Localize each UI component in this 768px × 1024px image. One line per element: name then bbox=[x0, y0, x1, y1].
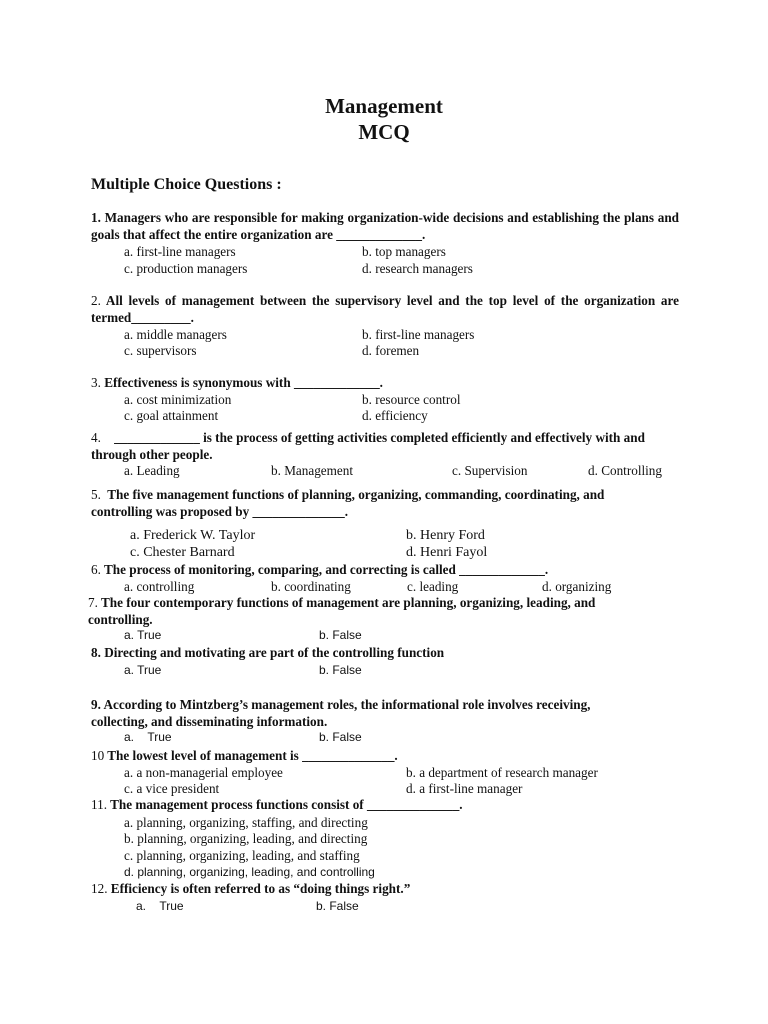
question-11-option-b: b. planning, organizing, leading, and directing bbox=[124, 831, 368, 846]
question-4-option-a: a. Leading bbox=[124, 463, 180, 478]
question-1-option-c: c. production managers bbox=[124, 261, 248, 276]
question-4-number: 4. bbox=[91, 430, 101, 445]
question-12-option-b: b. False bbox=[316, 899, 359, 913]
question-7-text: The four contemporary functions of management are planning, organizing, leading, and controlling. bbox=[88, 595, 596, 627]
question-11-option-a: a. planning, organizing, staffing, and directing bbox=[124, 815, 368, 830]
question-2-number: 2. bbox=[91, 293, 101, 308]
question-10-option-a: a. a non-managerial employee bbox=[124, 765, 283, 780]
question-1-text: Managers who are responsible for making organization-wide decisions and establishing the plans and goals that affect the entire organization are _____________. bbox=[91, 210, 679, 242]
page-title: Management bbox=[325, 94, 443, 118]
question-4-text: _____________ is the process of getting activities completed efficiently and effectively with and through other people. bbox=[91, 430, 645, 462]
question-5-option-b: b. Henry Ford bbox=[406, 528, 485, 543]
question-11-number: 11. bbox=[91, 797, 107, 812]
question-3-number: 3. bbox=[91, 375, 101, 390]
question-11-option-d: d. planning, organizing, leading, and controlling bbox=[124, 865, 375, 879]
question-10-number: 10 bbox=[91, 748, 105, 763]
question-10 bbox=[91, 748, 398, 765]
question-5 bbox=[91, 487, 651, 520]
question-2-text: All levels of management between the supervisory level and the top level of the organization are termed_________. bbox=[91, 293, 679, 325]
question-6-option-a: a. controlling bbox=[124, 579, 195, 594]
question-1-number: 1. bbox=[91, 210, 101, 225]
question-9-number: 9. bbox=[91, 697, 101, 712]
question-9-option-b: b. False bbox=[319, 730, 362, 744]
question-4-option-b: b. Management bbox=[271, 463, 354, 478]
question-11-option-c: c. planning, organizing, leading, and staffing bbox=[124, 848, 360, 863]
page-subtitle: MCQ bbox=[358, 120, 410, 144]
question-7-option-b: b. False bbox=[319, 628, 362, 642]
question-12-number: 12. bbox=[91, 881, 108, 896]
question-3-text: Effectiveness is synonymous with _____________. bbox=[104, 375, 383, 390]
question-12-option-a: a. True bbox=[136, 899, 184, 913]
question-7 bbox=[88, 595, 648, 628]
question-1 bbox=[91, 210, 679, 243]
question-10-text: The lowest level of management is ______________. bbox=[107, 748, 398, 763]
question-8-option-b: b. False bbox=[319, 663, 362, 677]
question-2-option-d: d. foremen bbox=[362, 343, 420, 358]
question-1-option-a: a. first-line managers bbox=[124, 244, 236, 259]
question-2-option-b: b. first-line managers bbox=[362, 327, 475, 342]
question-3-option-c: c. goal attainment bbox=[124, 408, 219, 423]
question-6-option-c: c. leading bbox=[407, 579, 459, 594]
question-2-option-c: c. supervisors bbox=[124, 343, 197, 358]
question-5-text: The five management functions of planning, organizing, commanding, coordinating, and controlling was proposed by ______________. bbox=[91, 487, 605, 519]
question-7-number: 7. bbox=[88, 595, 98, 610]
question-10-option-b: b. a department of research manager bbox=[406, 765, 598, 780]
question-11 bbox=[91, 797, 463, 814]
question-6-number: 6. bbox=[91, 562, 101, 577]
question-5-number: 5. bbox=[91, 487, 101, 502]
question-8-text: Directing and motivating are part of the controlling function bbox=[104, 645, 445, 660]
question-5-option-c: c. Chester Barnard bbox=[130, 545, 235, 560]
question-4 bbox=[91, 430, 671, 463]
question-6-text: The process of monitoring, comparing, and correcting is called _____________. bbox=[103, 562, 549, 577]
question-1-option-b: b. top managers bbox=[362, 244, 446, 259]
question-1-option-d: d. research managers bbox=[362, 261, 473, 276]
question-3-option-a: a. cost minimization bbox=[124, 392, 232, 407]
question-3-option-b: b. resource control bbox=[362, 392, 461, 407]
question-4-option-c: c. Supervision bbox=[452, 463, 528, 478]
question-2-option-a: a. middle managers bbox=[124, 327, 227, 342]
question-11-text: The management process functions consist of ______________. bbox=[110, 797, 463, 812]
question-9-text: According to Mintzberg’s management roles, the informational role involves receiving, collecting, and disseminating information. bbox=[91, 697, 591, 729]
question-7-option-a: a. True bbox=[124, 628, 162, 642]
question-12-text: Efficiency is often referred to as “doing things right.” bbox=[110, 881, 411, 896]
question-8 bbox=[91, 645, 444, 662]
question-10-option-c: c. a vice president bbox=[124, 781, 220, 796]
question-3-option-d: d. efficiency bbox=[362, 408, 428, 423]
question-6-option-b: b. coordinating bbox=[271, 579, 351, 594]
question-9 bbox=[91, 697, 631, 730]
question-6-option-d: d. organizing bbox=[542, 579, 612, 594]
question-5-option-d: d. Henri Fayol bbox=[406, 545, 488, 560]
question-10-option-d: d. a first-line manager bbox=[406, 781, 523, 796]
question-8-option-a: a. True bbox=[124, 663, 162, 677]
question-8-number: 8. bbox=[91, 645, 101, 660]
question-6 bbox=[91, 562, 548, 579]
question-2 bbox=[91, 293, 679, 326]
question-3 bbox=[91, 375, 383, 392]
question-4-option-d: d. Controlling bbox=[588, 463, 662, 478]
section-heading: Multiple Choice Questions : bbox=[91, 176, 282, 193]
question-12 bbox=[91, 881, 410, 898]
question-5-option-a: a. Frederick W. Taylor bbox=[130, 528, 256, 543]
question-9-option-a: a. True bbox=[124, 730, 172, 744]
